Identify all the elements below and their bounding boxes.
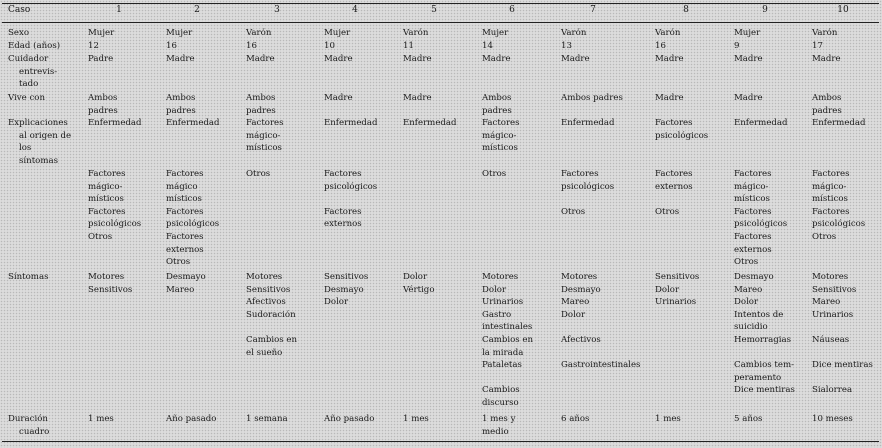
explicacion-extra-cell-2-line: mágico: [166, 181, 198, 192]
sexo-cell-5: [403, 27, 481, 40]
sintomas-cell-8-line: Sensitivos: [655, 272, 700, 282]
sintomas-cell-6-gap: [482, 372, 560, 385]
header-case-10: 10: [837, 5, 849, 15]
cuidador-cell-6: [482, 53, 560, 66]
sintomas-cell-2-line: Mareo: [166, 284, 195, 295]
header-case-8: 8: [683, 5, 689, 15]
edad-cell-4: [324, 40, 402, 53]
vive-con-cell-1: [88, 92, 164, 117]
explicacion-extra-cell-9-line: Factores: [734, 169, 772, 179]
edad-cell-9: [734, 40, 810, 53]
sexo-cell-9-text: Mujer: [734, 28, 761, 38]
sexo-cell-2: [166, 27, 244, 40]
explicacion-extra-cell-10-line: Factores: [812, 169, 850, 179]
duracion-cell-5: [403, 413, 481, 426]
cuidador-cell-2-text: Madre: [166, 54, 195, 64]
explicacion-cell-10: [812, 117, 880, 130]
edad-cell-7: [561, 40, 653, 53]
row-label-duracion-line: Duración: [8, 414, 48, 424]
duracion-cell-2-line: Año pasado: [166, 414, 217, 424]
edad-cell-6-text: 14: [482, 41, 493, 51]
explicacion-extra-cell-9-line: mágico-: [734, 181, 769, 192]
explicacion-cell-9-line: Enfermedad: [734, 118, 788, 128]
table-top-rule: [2, 3, 879, 4]
explicacion-extra-cell-3: [246, 168, 322, 181]
vive-con-cell-1-line: Ambos: [88, 93, 118, 103]
sintomas-cell-6-line: Cambios: [482, 385, 520, 396]
explicacion-extra-cell-6-line: Otros: [482, 169, 507, 179]
edad-cell-1: [88, 40, 164, 53]
vive-con-cell-7: [561, 92, 653, 105]
cuidador-cell-3: [246, 53, 322, 66]
edad-cell-4-text: 10: [324, 41, 335, 51]
row-label-cuidador-line: Cuidador: [8, 54, 49, 64]
sintomas-cell-9: [734, 271, 810, 397]
explicacion-extra-cell-4-line: externos: [324, 219, 362, 230]
sintomas-cell-6: [482, 271, 560, 410]
explicacion-extra-cell-2-line: psicológicos: [166, 219, 220, 230]
edad-cell-10-text: 17: [812, 41, 823, 51]
cuidador-cell-7-text: Madre: [561, 54, 590, 64]
header-caso: Caso: [8, 5, 31, 15]
sintomas-cell-7-line: Desmayo: [561, 284, 601, 295]
cuidador-cell-4: [324, 53, 402, 66]
table-bottom-rule: [2, 441, 879, 442]
sintomas-cell-5: [403, 271, 481, 296]
edad-cell-2-text: 16: [166, 41, 177, 51]
sintomas-cell-9-line: Intentos de: [734, 309, 784, 320]
explicacion-cell-4-line: Enfermedad: [324, 118, 378, 128]
explicacion-extra-cell-3-line: Otros: [246, 169, 271, 179]
sexo-cell-1-text: Mujer: [88, 28, 115, 38]
sintomas-cell-4-line: Dolor: [324, 297, 349, 308]
vive-con-cell-3-line: Ambos: [246, 93, 276, 103]
cuidador-cell-10: [812, 53, 880, 66]
sintomas-cell-7-line: Afectivos: [561, 334, 601, 345]
duracion-cell-1-line: 1 mes: [88, 414, 114, 424]
edad-cell-7-text: 13: [561, 41, 572, 51]
edad-cell-3-text: 16: [246, 41, 257, 51]
explicacion-cell-5: [403, 117, 481, 130]
explicacion-cell-8-line: Factores: [655, 118, 693, 128]
sintomas-cell-9-line: Dolor: [734, 297, 759, 308]
explicacion-extra-cell-8: [655, 168, 733, 218]
vive-con-cell-1-line: padres: [88, 105, 118, 116]
sexo-cell-6-text: Mujer: [482, 28, 509, 38]
explicacion-extra-cell-9-line: Factores: [734, 231, 772, 242]
explicacion-extra-cell-2-line: externos: [166, 244, 204, 255]
cuidador-cell-5-text: Madre: [403, 54, 432, 64]
explicacion-extra-cell-9-line: Otros: [734, 257, 759, 268]
sintomas-cell-9-line: Cambios tem-: [734, 360, 795, 371]
sintomas-cell-3-gap: [246, 321, 322, 334]
sintomas-cell-1-line: Sensitivos: [88, 284, 133, 295]
edad-cell-3: [246, 40, 322, 53]
sintomas-cell-4-line: Desmayo: [324, 284, 364, 295]
sexo-cell-5-text: Varón: [403, 28, 429, 38]
edad-cell-5-text: 11: [403, 41, 414, 51]
sintomas-cell-6-line: intestinales: [482, 322, 533, 333]
sintomas-cell-7-line: Motores: [561, 272, 598, 282]
header-case-3: 3: [274, 5, 280, 15]
explicacion-cell-6-line: Factores: [482, 118, 520, 128]
explicacion-extra-cell-1-line: Factores: [88, 169, 126, 179]
sintomas-cell-6-line: Dolor: [482, 284, 507, 295]
explicacion-extra-cell-8-line: externos: [655, 181, 693, 192]
explicacion-cell-4: [324, 117, 402, 130]
row-label-cuidador: [8, 53, 86, 91]
duracion-cell-3: [246, 413, 322, 426]
cuidador-cell-10-text: Madre: [812, 54, 841, 64]
sexo-cell-8: [655, 27, 733, 40]
sexo-cell-7-text: Varón: [561, 28, 587, 38]
vive-con-cell-10-line: padres: [812, 105, 842, 116]
cuidador-cell-7: [561, 53, 653, 66]
row-label-duracion-line: cuadro: [19, 426, 50, 437]
duracion-cell-4: [324, 413, 402, 426]
vive-con-cell-6: [482, 92, 560, 117]
row-label-edad-text: Edad (años): [8, 41, 61, 51]
row-label-sexo: [8, 27, 86, 40]
header-case-6: 6: [509, 5, 515, 15]
explicacion-extra-cell-4: [324, 168, 402, 231]
duracion-cell-10: [812, 413, 880, 426]
explicacion-cell-3: [246, 117, 322, 155]
sintomas-cell-9-line: Hemorragias: [734, 334, 792, 345]
sexo-cell-6: [482, 27, 560, 40]
vive-con-cell-4-line: Madre: [324, 93, 353, 103]
sintomas-cell-3-line: Sudoración: [246, 309, 296, 320]
sintomas-cell-7-gap: [561, 347, 653, 360]
explicacion-extra-cell-2-line: místicos: [166, 194, 202, 205]
sexo-cell-10-text: Varón: [812, 28, 838, 38]
explicacion-extra-cell-4-line: Factores: [324, 169, 362, 179]
duracion-cell-6-line: medio: [482, 426, 509, 437]
row-label-vive-con-text: Vive con: [8, 93, 45, 103]
duracion-cell-10-line: 10 meses: [812, 414, 853, 424]
explicacion-cell-1: [88, 117, 164, 130]
vive-con-cell-9: [734, 92, 810, 105]
explicacion-extra-cell-10-line: Factores: [812, 206, 850, 217]
sexo-cell-3-text: Varón: [246, 28, 272, 38]
header-case-9: 9: [762, 5, 768, 15]
explicacion-cell-3-line: místicos: [246, 143, 282, 154]
row-label-explicaciones-line: al origen de: [19, 130, 72, 141]
sintomas-cell-7-line: Dolor: [561, 309, 586, 320]
explicacion-extra-cell-4-line: psicológicos: [324, 181, 378, 192]
explicacion-extra-cell-2: [166, 168, 244, 269]
row-label-cuidador-line: entrevis-: [19, 66, 58, 77]
row-label-sintomas-text: Síntomas: [8, 272, 49, 282]
sintomas-cell-7: [561, 271, 653, 372]
explicacion-extra-cell-10-line: mágico-: [812, 181, 847, 192]
sintomas-cell-8-line: Urinarios: [655, 297, 697, 308]
edad-cell-8: [655, 40, 733, 53]
sintomas-cell-10-gap: [812, 321, 880, 334]
sintomas-cell-5-line: Vértigo: [403, 284, 435, 295]
sexo-cell-9: [734, 27, 810, 40]
sintomas-cell-1-line: Motores: [88, 272, 125, 282]
edad-cell-6: [482, 40, 560, 53]
explicacion-extra-cell-1-line: místicos: [88, 194, 124, 205]
cuidador-cell-1: [88, 53, 164, 66]
header-bottom-rule: [2, 22, 879, 23]
sintomas-cell-2-line: Desmayo: [166, 272, 206, 282]
sintomas-cell-10-gap: [812, 347, 880, 360]
sintomas-cell-3-line: Afectivos: [246, 297, 286, 308]
row-label-sintomas: [8, 271, 86, 284]
header-case-2: 2: [194, 5, 200, 15]
sintomas-cell-10-line: Sialorrea: [812, 385, 853, 396]
explicacion-cell-3-line: mágico-: [246, 130, 281, 141]
vive-con-cell-3-line: padres: [246, 105, 276, 116]
sintomas-cell-10-line: Náuseas: [812, 334, 850, 345]
sintomas-cell-6-line: Motores: [482, 272, 519, 282]
cuidador-cell-1-text: Padre: [88, 54, 114, 64]
sintomas-cell-3-line: Cambios en: [246, 334, 298, 345]
explicacion-extra-cell-1-line: Otros: [88, 231, 113, 242]
sexo-cell-4: [324, 27, 402, 40]
explicacion-extra-cell-1: [88, 168, 164, 244]
explicacion-cell-2-line: Enfermedad: [166, 118, 220, 128]
cuidador-cell-9: [734, 53, 810, 66]
duracion-cell-8: [655, 413, 733, 426]
sintomas-cell-9-line: Dice mentiras: [734, 385, 795, 396]
explicacion-cell-6: [482, 117, 560, 155]
header-case-1: 1: [116, 5, 122, 15]
explicacion-extra-cell-7: [561, 168, 653, 218]
edad-cell-10: [812, 40, 880, 53]
explicacion-cell-1-line: Enfermedad: [88, 118, 142, 128]
explicacion-extra-cell-7-line: Factores: [561, 169, 599, 179]
vive-con-cell-2: [166, 92, 244, 117]
explicacion-extra-cell-2-line: Factores: [166, 169, 204, 179]
explicacion-extra-cell-10-line: psicológicos: [812, 219, 866, 230]
row-label-explicaciones-line: síntomas: [19, 155, 59, 166]
row-label-vive-con: [8, 92, 86, 105]
sintomas-cell-10-line: Mareo: [812, 297, 841, 308]
sexo-cell-8-text: Varón: [655, 28, 681, 38]
explicacion-cell-7: [561, 117, 653, 130]
explicacion-extra-cell-4-gap: [324, 193, 402, 206]
sintomas-cell-4: [324, 271, 402, 309]
explicacion-extra-cell-9-line: psicológicos: [734, 219, 788, 230]
explicacion-cell-10-line: Enfermedad: [812, 118, 866, 128]
sintomas-cell-9-line: Mareo: [734, 284, 763, 295]
sintomas-cell-6-line: discurso: [482, 397, 519, 408]
explicacion-extra-cell-7-line: Otros: [561, 206, 586, 217]
row-label-duracion: [8, 413, 86, 438]
explicacion-cell-7-line: Enfermedad: [561, 118, 615, 128]
explicacion-cell-9: [734, 117, 810, 130]
sintomas-cell-10-line: Urinarios: [812, 309, 854, 320]
explicacion-cell-2: [166, 117, 244, 130]
sintomas-cell-3-line: el sueño: [246, 347, 283, 358]
cuidador-cell-8-text: Madre: [655, 54, 684, 64]
sintomas-cell-8: [655, 271, 733, 309]
sexo-cell-3: [246, 27, 322, 40]
row-label-explicaciones-line: los: [19, 143, 32, 154]
sintomas-cell-9-gap: [734, 347, 810, 360]
sintomas-cell-10-line: Dice mentiras: [812, 360, 873, 371]
explicacion-cell-5-line: Enfermedad: [403, 118, 457, 128]
sintomas-cell-7-gap: [561, 321, 653, 334]
explicacion-extra-cell-9: [734, 168, 810, 269]
duracion-cell-7: [561, 413, 653, 426]
vive-con-cell-6-line: padres: [482, 105, 512, 116]
cuidador-cell-6-text: Madre: [482, 54, 511, 64]
vive-con-cell-5: [403, 92, 481, 105]
vive-con-cell-2-line: Ambos: [166, 93, 196, 103]
duracion-cell-3-line: 1 semana: [246, 414, 288, 424]
explicacion-extra-cell-10-line: místicos: [812, 194, 848, 205]
sintomas-cell-6-line: Cambios en: [482, 334, 534, 345]
sintomas-cell-6-line: la mirada: [482, 347, 524, 358]
cuidador-cell-5: [403, 53, 481, 66]
explicacion-cell-8: [655, 117, 733, 142]
explicacion-extra-cell-9-line: místicos: [734, 194, 770, 205]
explicacion-extra-cell-9-line: Factores: [734, 206, 772, 217]
vive-con-cell-10: [812, 92, 880, 117]
explicacion-extra-cell-8-line: Factores: [655, 169, 693, 179]
sintomas-cell-10-line: Motores: [812, 272, 849, 282]
explicacion-extra-cell-2-line: Factores: [166, 231, 204, 242]
duracion-cell-4-line: Año pasado: [324, 414, 375, 424]
explicacion-extra-cell-1-line: mágico-: [88, 181, 123, 192]
cuidador-cell-9-text: Madre: [734, 54, 763, 64]
explicacion-extra-cell-2-line: Otros: [166, 257, 191, 268]
sintomas-cell-9-line: Desmayo: [734, 272, 774, 282]
explicacion-extra-cell-10-line: Otros: [812, 231, 837, 242]
explicacion-extra-cell-7-gap: [561, 193, 653, 206]
sintomas-cell-7-line: Mareo: [561, 297, 590, 308]
header-case-5: 5: [431, 5, 437, 15]
sintomas-cell-1: [88, 271, 164, 296]
explicacion-extra-cell-10: [812, 168, 880, 244]
sintomas-cell-3-line: Motores: [246, 272, 283, 282]
cuidador-cell-4-text: Madre: [324, 54, 353, 64]
sintomas-cell-6-line: Urinarios: [482, 297, 524, 308]
vive-con-cell-9-line: Madre: [734, 93, 763, 103]
row-label-sexo-text: Sexo: [8, 28, 29, 38]
explicacion-cell-8-line: psicológicos: [655, 130, 709, 141]
row-label-explicaciones-line: Explicaciones: [8, 118, 68, 128]
duracion-cell-9-line: 5 años: [734, 414, 763, 424]
sintomas-cell-9-line: suicidio: [734, 322, 768, 333]
header-case-4: 4: [352, 5, 358, 15]
duracion-cell-5-line: 1 mes: [403, 414, 429, 424]
explicacion-cell-6-line: místicos: [482, 143, 518, 154]
vive-con-cell-3: [246, 92, 322, 117]
duracion-cell-8-line: 1 mes: [655, 414, 681, 424]
sintomas-cell-10-gap: [812, 372, 880, 385]
row-label-cuidador-line: tado: [19, 79, 39, 90]
explicacion-cell-3-line: Factores: [246, 118, 284, 128]
vive-con-cell-10-line: Ambos: [812, 93, 842, 103]
duracion-cell-1: [88, 413, 164, 426]
explicacion-extra-cell-9-line: externos: [734, 244, 772, 255]
sintomas-cell-9-line: peramento: [734, 372, 782, 383]
vive-con-cell-4: [324, 92, 402, 105]
vive-con-cell-5-line: Madre: [403, 93, 432, 103]
vive-con-cell-8-line: Madre: [655, 93, 684, 103]
duracion-cell-6: [482, 413, 560, 438]
explicacion-extra-cell-4-line: Factores: [324, 206, 362, 217]
cuidador-cell-3-text: Madre: [246, 54, 275, 64]
vive-con-cell-6-line: Ambos: [482, 93, 512, 103]
sexo-cell-7: [561, 27, 653, 40]
duracion-cell-9: [734, 413, 810, 426]
sintomas-cell-6-line: Pataletas: [482, 360, 522, 371]
edad-cell-1-text: 12: [88, 41, 99, 51]
vive-con-cell-2-line: padres: [166, 105, 196, 116]
sexo-cell-1: [88, 27, 164, 40]
edad-cell-5: [403, 40, 481, 53]
explicacion-extra-cell-6: [482, 168, 560, 181]
vive-con-cell-8: [655, 92, 733, 105]
vive-con-cell-7-line: Ambos padres: [561, 93, 623, 103]
cuidador-cell-8: [655, 53, 733, 66]
sintomas-cell-5-line: Dolor: [403, 272, 428, 282]
sintomas-cell-6-line: Gastro: [482, 309, 512, 320]
duracion-cell-6-line: 1 mes y: [482, 414, 516, 424]
explicacion-cell-6-line: mágico-: [482, 130, 517, 141]
edad-cell-2: [166, 40, 244, 53]
edad-cell-9-text: 9: [734, 41, 740, 51]
edad-cell-8-text: 16: [655, 41, 666, 51]
explicacion-extra-cell-8-gap: [655, 193, 733, 206]
sintomas-cell-3: [246, 271, 322, 359]
row-label-edad: [8, 40, 86, 53]
cuidador-cell-2: [166, 53, 244, 66]
duracion-cell-2: [166, 413, 244, 426]
explicacion-extra-cell-8-line: Otros: [655, 206, 680, 217]
sintomas-cell-4-line: Sensitivos: [324, 272, 369, 282]
sintomas-cell-10: [812, 271, 880, 397]
sintomas-cell-10-line: Sensitivos: [812, 284, 857, 295]
sintomas-cell-3-line: Sensitivos: [246, 284, 291, 295]
sexo-cell-4-text: Mujer: [324, 28, 351, 38]
sintomas-cell-2: [166, 271, 244, 296]
explicacion-extra-cell-1-line: psicológicos: [88, 219, 142, 230]
sexo-cell-10: [812, 27, 880, 40]
duracion-cell-7-line: 6 años: [561, 414, 590, 424]
sintomas-cell-7-line: Gastrointestinales: [561, 360, 641, 371]
explicacion-extra-cell-7-line: psicológicos: [561, 181, 615, 192]
explicacion-extra-cell-1-line: Factores: [88, 206, 126, 217]
row-label-explicaciones: [8, 117, 88, 167]
explicacion-extra-cell-2-line: Factores: [166, 206, 204, 217]
sintomas-cell-8-line: Dolor: [655, 284, 680, 295]
header-case-7: 7: [590, 5, 596, 15]
sexo-cell-2-text: Mujer: [166, 28, 193, 38]
